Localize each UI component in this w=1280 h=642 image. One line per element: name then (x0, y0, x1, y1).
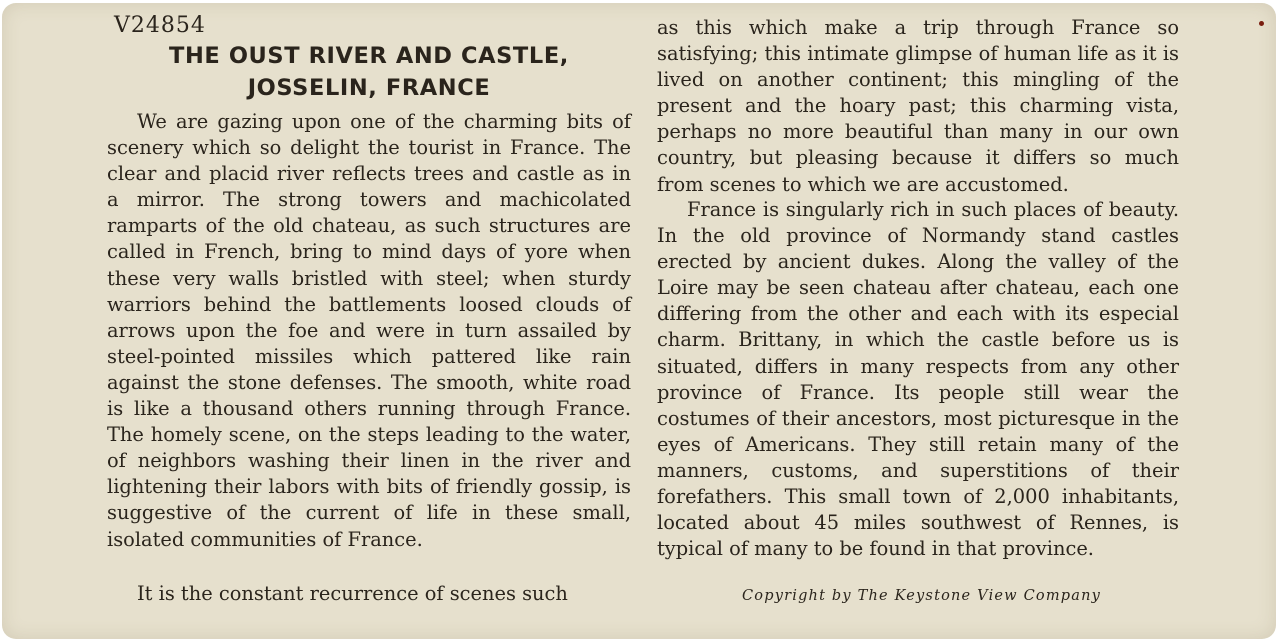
left-paragraph-2: It is the constant recurrence of scenes such (137, 582, 568, 605)
copyright-line: Copyright by The Keystone View Company (742, 588, 1102, 604)
left-paragraph-1: We are gazing upon one of the charming bits of scenery which so delight the tourist in France. The clear and placid river reflects trees and castle as in a mirror. The strong towers and machicolated ramparts of the old chateau, as such structures are called in French, bring to mind days of yore when these very walls bristled with steel; when sturdy warriors behind the battlements loosed clouds of arrows upon the foe and were in turn assailed by steel-pointed missiles which pattered like rain against the stone defenses. The smooth, white road is like a thousand others running through France. The homely scene, on the steps leading to the water, of neighbors washing their linen in the river and lightening their labors with bits of friendly gossip, is suggestive of the current of life in these small, isolated communities of France. (107, 110, 631, 551)
title-line-2: JOSSELIN, FRANCE (247, 75, 491, 101)
catalog-number: V24854 (114, 13, 206, 38)
right-paragraph-1: as this which make a trip through France so satisfying; this intimate glimpse of human life as it is lived on another continent; this mingling of the present and the hoary past; this charming vista, perhaps no more beautiful than many in our own country, but pleasing because it differs so much from scenes to which we are accustomed. (657, 16, 1179, 196)
stereoview-card (2, 3, 1276, 639)
title-line-1: THE OUST RIVER AND CASTLE, (169, 43, 569, 69)
red-dot-mark (1259, 21, 1264, 26)
right-paragraph-2: France is singularly rich in such places of beauty. In the old province of Normandy stand castles erected by ancient dukes. Along the valley of the Loire may be seen chateau after chateau, each one differing from the other and each with its especial charm. Brittany, in which the castle before us is situated, differs in many respects from any other province of France. Its people still wear the costumes of their ancestors, most picturesque in the eyes of Americans. They still retain many of the manners, customs, and superstitions of their forefathers. This small town of 2,000 inhabitants, located about 45 miles southwest of Rennes, is typical of many to be found in that province. (657, 198, 1179, 561)
